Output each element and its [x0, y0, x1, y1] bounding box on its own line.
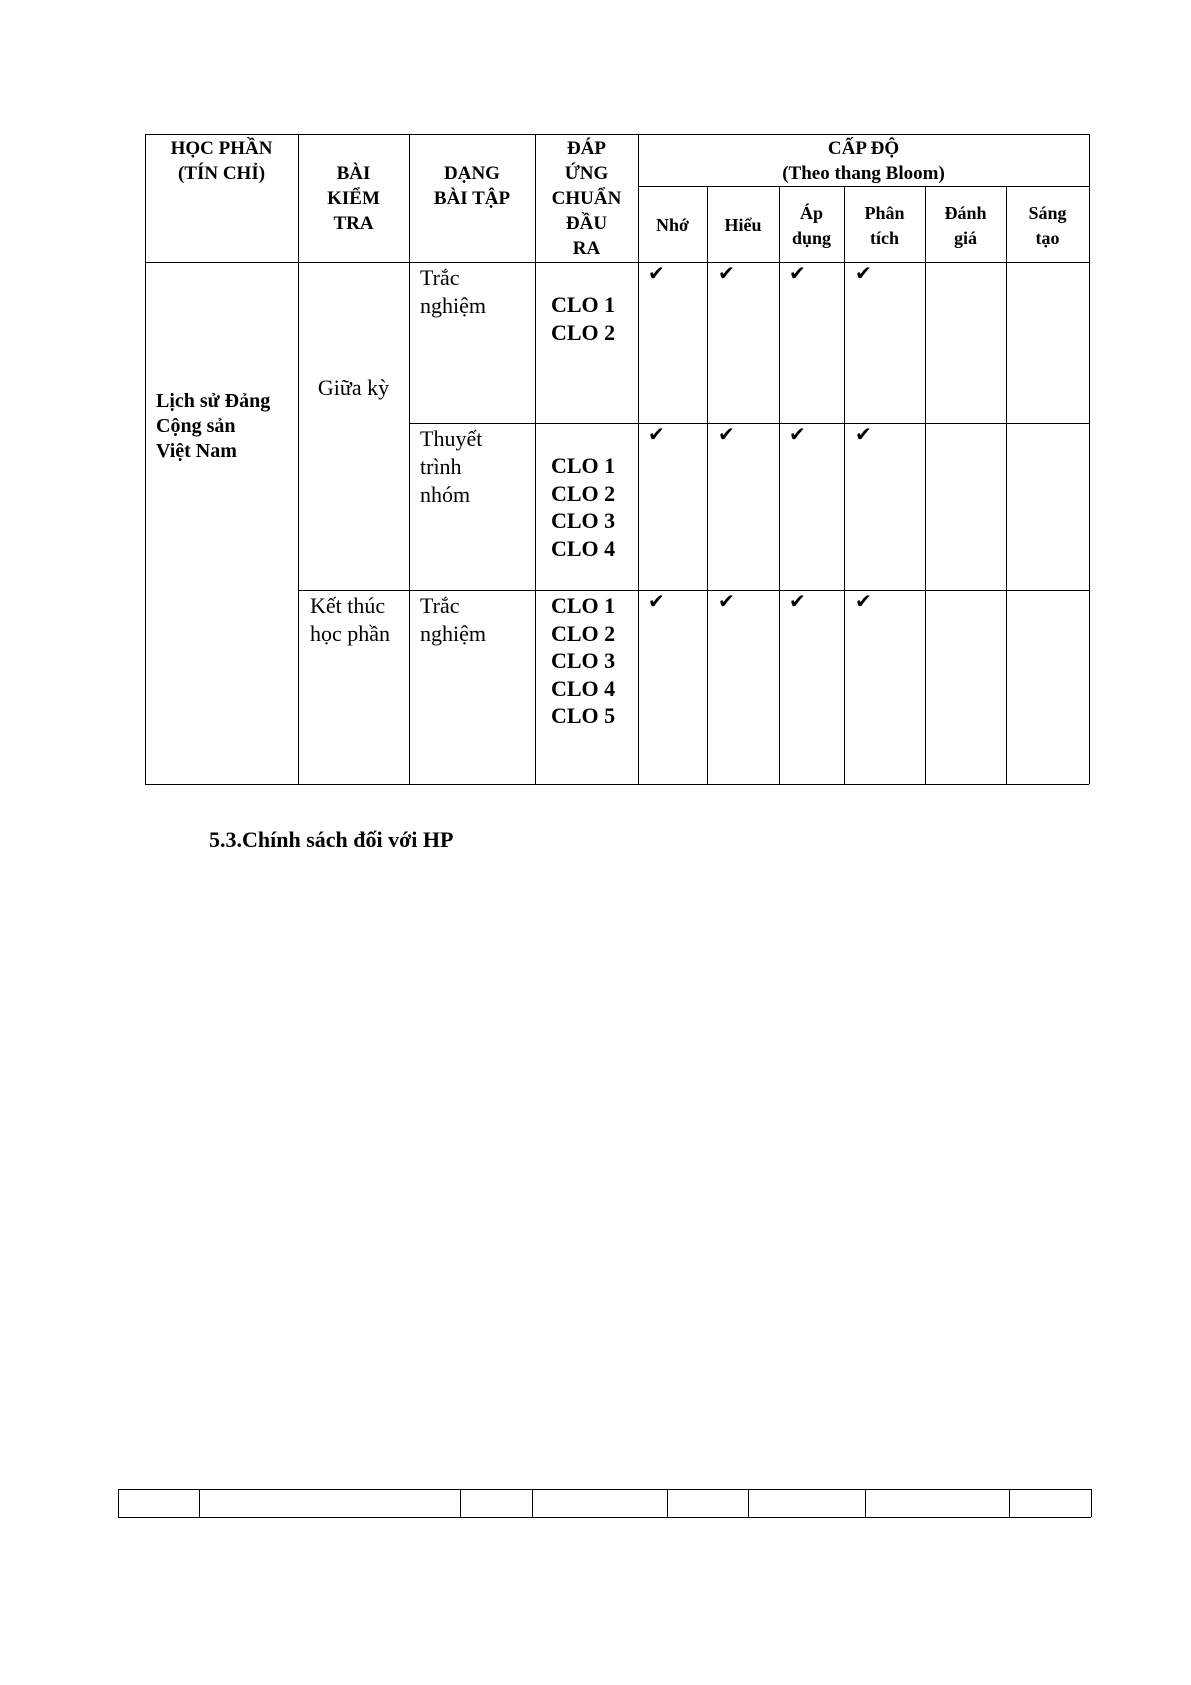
header-clo: ĐÁP ỨNG CHUẨN ĐẦU RA — [551, 138, 622, 259]
clo-item: CLO 2 — [551, 480, 616, 506]
clo-item: CLO 1 — [551, 453, 616, 478]
clo-list-row-1 — [551, 291, 615, 346]
header-course: HỌC PHẦN (TÍN CHỈ) — [170, 138, 273, 184]
check-icon-row-1-analyze: ✔ — [855, 261, 872, 285]
clo-item: CLO 3 — [551, 508, 616, 533]
clo-item: CLO 4 — [551, 675, 616, 701]
bloom-level-understand: Hiểu — [724, 215, 762, 235]
check-icon-row-3-remember: ✔ — [648, 589, 665, 613]
check-icon-row-2-analyze: ✔ — [855, 422, 872, 446]
course-name: Lịch sử Đảng Cộng sản Việt Nam — [156, 390, 271, 462]
bloom-level-remember: Nhớ — [656, 215, 689, 235]
check-icon-row-1-apply: ✔ — [789, 261, 806, 285]
clo-item: CLO 5 — [551, 703, 616, 728]
header-exercise-type: DẠNG BÀI TẬP — [433, 163, 511, 209]
bloom-level-evaluate: Đánh giá — [944, 203, 987, 248]
check-icon-row-3-understand: ✔ — [718, 589, 735, 613]
header-test: BÀI KIỂM TRA — [327, 163, 380, 234]
section-heading: 5.3.Chính sách đối với HP — [209, 827, 454, 852]
bloom-level-analyze: Phân tích — [864, 203, 905, 248]
bloom-level-create: Sáng tạo — [1028, 203, 1067, 248]
clo-item: CLO 4 — [551, 535, 616, 561]
check-icon-row-2-remember: ✔ — [648, 422, 665, 446]
check-icon-row-3-apply: ✔ — [789, 589, 806, 613]
exercise-type-row-1: Trắc nghiệm — [420, 265, 486, 318]
check-icon-row-2-apply: ✔ — [789, 422, 806, 446]
clo-list-row-2 — [551, 452, 615, 562]
test-final: Kết thúc học phần — [310, 593, 391, 646]
test-midterm: Giữa kỳ — [317, 375, 390, 400]
clo-item: CLO 1 — [551, 593, 616, 618]
check-icon-row-3-analyze: ✔ — [855, 589, 872, 613]
exercise-type-row-2: Thuyết trình nhóm — [420, 426, 483, 507]
check-icon-row-1-understand: ✔ — [718, 261, 735, 285]
exercise-type-row-3: Trắc nghiệm — [420, 593, 486, 646]
clo-item: CLO 2 — [551, 319, 616, 345]
clo-item: CLO 1 — [551, 292, 616, 317]
clo-list-row-3 — [551, 592, 615, 730]
clo-item: CLO 3 — [551, 648, 616, 673]
clo-item: CLO 2 — [551, 620, 616, 646]
header-bloom-level: CẤP ĐỘ (Theo thang Bloom) — [782, 138, 945, 184]
bloom-level-apply: Áp dụng — [791, 203, 832, 248]
check-icon-row-2-understand: ✔ — [718, 422, 735, 446]
check-icon-row-1-remember: ✔ — [648, 261, 665, 285]
